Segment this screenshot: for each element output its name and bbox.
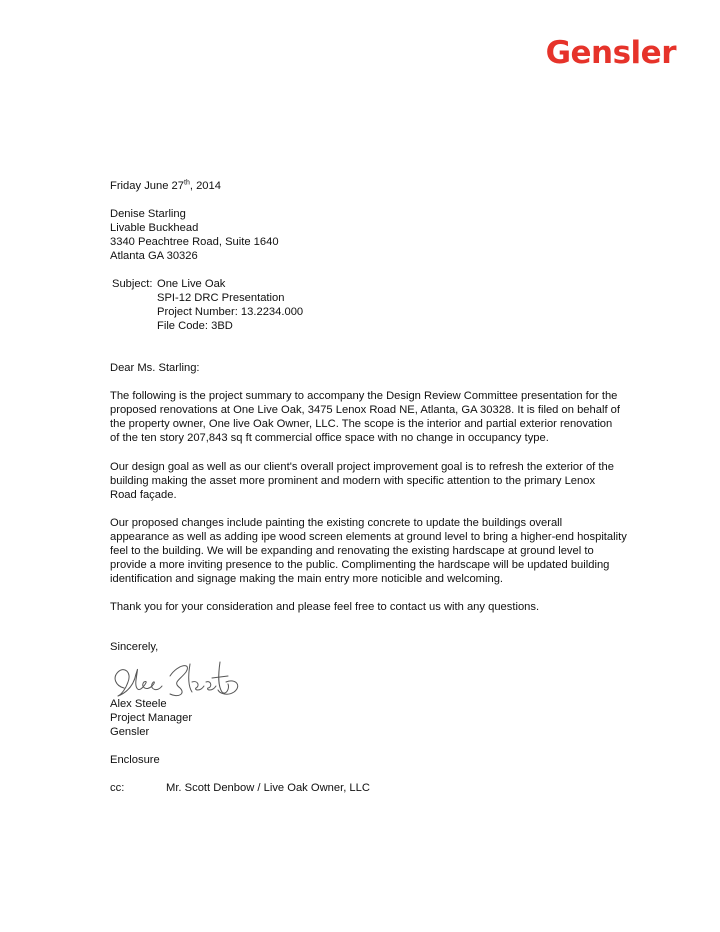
letter-date: Friday June 27th, 2014	[110, 179, 221, 192]
gensler-logo: Gensler	[545, 35, 676, 71]
paragraph-proposed-changes: Our proposed changes include painting the existing concrete to update the buildings overall appearance as well as adding ipe wood screen elements at ground level to bring a higher-end hospitality feel to the building. We will be expanding and renovating the existing hardscape at ground level to provide a more inviting presence to the public. Complimenting the hardscape will be updated building identification and signage making the main entry more noticible and welcoming.	[110, 517, 627, 585]
paragraph-design-goal: Our design goal as well as our client's overall project improvement goal is to refresh the exterior of the building making the asset more prominent and modern with specific attention to the primary Lenox Road façade.	[110, 461, 614, 501]
cc-value: Mr. Scott Denbow / Live Oak Owner, LLC	[166, 782, 370, 794]
sender-name: Alex Steele	[110, 698, 167, 710]
subject-line: One Live Oak	[157, 278, 226, 290]
paragraph-thank-you: Thank you for your consideration and please feel free to contact us with any questions.	[110, 601, 540, 613]
subject-label: Subject:	[112, 278, 153, 290]
paragraph-summary: The following is the project summary to accompany the Design Review Committee presentation for the proposed renovations at One Live Oak, 3475 Lenox Road NE, Atlanta, GA 30328. It is filed on behalf of the property owner, One live Oak Owner, LLC. The scope is the interior and partial exterior renovation of the ten story 207,843 sq ft commercial office space with no change in occupancy type.	[110, 390, 620, 444]
sender-title: Project Manager	[110, 712, 193, 724]
enclosure-note: Enclosure	[110, 754, 160, 766]
sender-block	[110, 697, 610, 739]
subject-line: SPI-12 DRC Presentation	[157, 292, 285, 304]
cc-line	[110, 781, 610, 795]
recipient-organization: Livable Buckhead	[110, 222, 199, 234]
recipient-city: Atlanta GA 30326	[110, 250, 198, 262]
cc-label: cc:	[110, 782, 125, 794]
closing: Sincerely,	[110, 641, 159, 653]
recipient-name: Denise Starling	[110, 208, 186, 220]
sender-company: Gensler	[110, 726, 150, 738]
subject-line: Project Number: 13.2234.000	[157, 306, 304, 318]
subject-line: File Code: 3BD	[157, 320, 233, 332]
subject-block	[112, 277, 412, 333]
recipient-address	[110, 207, 610, 263]
recipient-street: 3340 Peachtree Road, Suite 1640	[110, 236, 279, 248]
salutation: Dear Ms. Starling:	[110, 362, 200, 374]
